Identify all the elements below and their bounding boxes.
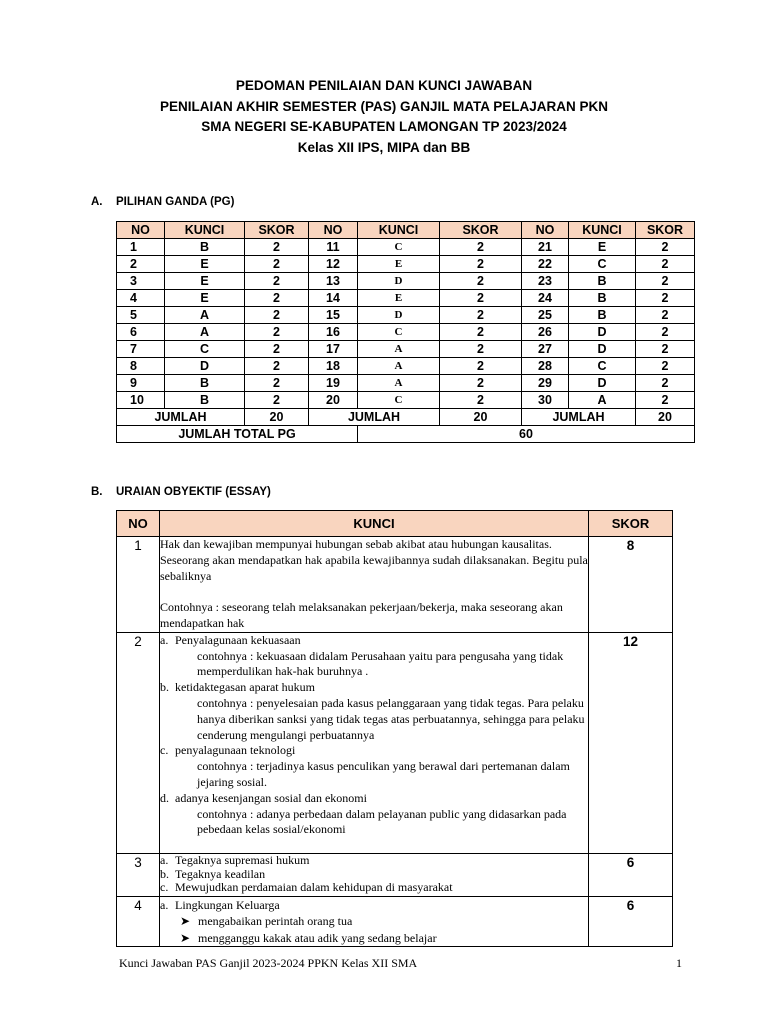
pg-key: E bbox=[358, 290, 440, 307]
pg-header-row bbox=[117, 222, 695, 239]
essay-answer-1 bbox=[160, 537, 589, 633]
answer-item-a: a. Tegaknya supremasi hukum bbox=[160, 852, 310, 867]
essay-answer-3 bbox=[160, 853, 589, 896]
answer-item-a-example: contohnya : kekuasaan didalam Perusahaan yaitu para pengusaha yang tidak memperdulikan hak-hak buruhnya . bbox=[197, 648, 564, 679]
pg-key: D bbox=[569, 324, 636, 341]
pg-score: 2 bbox=[245, 290, 309, 307]
pg-jumlah-row bbox=[117, 409, 695, 426]
answer-item-b-example: contohnya : penyelesaian pada kasus pelanggaraan yang tidak tegas. Para pelaku hanya diberikan sanksi yang tidak tegas atas perbuatannya, sehingga para pelaku cenderung mengulangi perbuatannya bbox=[197, 695, 585, 742]
pg-number: 12 bbox=[309, 256, 358, 273]
pg-number: 18 bbox=[309, 358, 358, 375]
pg-body bbox=[117, 239, 695, 409]
pg-number: 25 bbox=[522, 307, 569, 324]
footer-text: Kunci Jawaban PAS Ganjil 2023-2024 PPKN Kelas XII SMA bbox=[119, 956, 418, 970]
answer-item-b: b. Tegaknya keadilan bbox=[160, 866, 266, 881]
pg-score: 2 bbox=[440, 307, 522, 324]
pg-key: A bbox=[165, 307, 245, 324]
answer-item-c: c. penyalagunaan teknologi bbox=[160, 743, 296, 758]
pg-key: D bbox=[569, 341, 636, 358]
pg-key: D bbox=[358, 307, 440, 324]
pg-score: 2 bbox=[636, 273, 695, 290]
pg-number: 2 bbox=[117, 256, 165, 273]
essay-score: 6 bbox=[589, 853, 673, 896]
pg-number: 11 bbox=[309, 239, 358, 256]
answer-item-c-example: contohnya : terjadinya kasus penculikan yang berawal dari pertemanan dalam jejaring sosial. bbox=[197, 759, 570, 789]
title-line-3: SMA NEGERI SE-KABUPATEN LAMONGAN TP 2023/2024 bbox=[201, 119, 567, 134]
answer-bullet: ➤ mengabaikan perintah orang tua bbox=[180, 914, 353, 929]
pg-score: 2 bbox=[440, 273, 522, 290]
pg-score: 2 bbox=[636, 375, 695, 392]
essay-score: 8 bbox=[589, 537, 673, 633]
essay-number: 1 bbox=[117, 537, 160, 633]
pg-number: 22 bbox=[522, 256, 569, 273]
pg-header-cell: KUNCI bbox=[569, 222, 636, 239]
pg-score: 2 bbox=[245, 273, 309, 290]
essay-header-no: NO bbox=[117, 511, 160, 537]
pg-key: D bbox=[165, 358, 245, 375]
pg-number: 8 bbox=[117, 358, 165, 375]
answer-item-d: d. adanya kesenjangan sosial dan ekonomi bbox=[160, 790, 367, 805]
essay-score: 12 bbox=[589, 632, 673, 853]
pg-row bbox=[117, 392, 695, 409]
answer-item-b: b. ketidaktegasan aparat hukum bbox=[160, 680, 315, 695]
essay-answer-table bbox=[116, 510, 673, 947]
pg-key: C bbox=[569, 358, 636, 375]
pg-score: 2 bbox=[245, 324, 309, 341]
pg-number: 9 bbox=[117, 375, 165, 392]
pg-row bbox=[117, 375, 695, 392]
essay-row-2 bbox=[117, 632, 673, 853]
pg-total-label: JUMLAH TOTAL PG bbox=[117, 426, 358, 443]
pg-key: E bbox=[165, 290, 245, 307]
pg-row bbox=[117, 290, 695, 307]
pg-key: E bbox=[165, 256, 245, 273]
pg-header-cell: KUNCI bbox=[165, 222, 245, 239]
pg-score: 2 bbox=[245, 239, 309, 256]
pg-row bbox=[117, 358, 695, 375]
pg-score: 2 bbox=[245, 375, 309, 392]
essay-answer-2 bbox=[160, 632, 589, 853]
pg-key: C bbox=[358, 239, 440, 256]
pg-header-cell: KUNCI bbox=[358, 222, 440, 239]
pg-key: B bbox=[165, 239, 245, 256]
pg-number: 19 bbox=[309, 375, 358, 392]
pg-number: 4 bbox=[117, 290, 165, 307]
pg-number: 23 bbox=[522, 273, 569, 290]
pg-score: 2 bbox=[636, 307, 695, 324]
pg-key: B bbox=[569, 307, 636, 324]
pg-row bbox=[117, 307, 695, 324]
pg-jumlah-label: JUMLAH bbox=[117, 409, 245, 426]
answer-item-a: a. Penyalagunaan kekuasaan bbox=[160, 632, 301, 647]
pg-key: A bbox=[569, 392, 636, 409]
pg-number: 13 bbox=[309, 273, 358, 290]
pg-row bbox=[117, 341, 695, 358]
pg-key: A bbox=[358, 358, 440, 375]
pg-number: 6 bbox=[117, 324, 165, 341]
pg-key: A bbox=[165, 324, 245, 341]
pg-row bbox=[117, 256, 695, 273]
pg-number: 5 bbox=[117, 307, 165, 324]
essay-number: 2 bbox=[117, 632, 160, 853]
essay-header-row bbox=[117, 511, 673, 537]
pg-score: 2 bbox=[636, 341, 695, 358]
pg-score: 2 bbox=[440, 341, 522, 358]
pg-total-row bbox=[117, 426, 695, 443]
pg-header-cell: NO bbox=[309, 222, 358, 239]
pg-number: 16 bbox=[309, 324, 358, 341]
pg-number: 24 bbox=[522, 290, 569, 307]
essay-number: 3 bbox=[117, 853, 160, 896]
pg-row bbox=[117, 324, 695, 341]
pg-score: 2 bbox=[636, 324, 695, 341]
pg-score: 2 bbox=[440, 392, 522, 409]
pg-key: B bbox=[569, 290, 636, 307]
pg-header-cell: NO bbox=[522, 222, 569, 239]
pg-key: B bbox=[569, 273, 636, 290]
pg-score: 2 bbox=[636, 290, 695, 307]
pg-score: 2 bbox=[440, 290, 522, 307]
pg-key: B bbox=[165, 375, 245, 392]
pg-header-cell: SKOR bbox=[440, 222, 522, 239]
pg-score: 2 bbox=[245, 307, 309, 324]
title-line-2: PENILAIAN AKHIR SEMESTER (PAS) GANJIL MATA PELAJARAN PKN bbox=[159, 98, 609, 114]
pg-score: 2 bbox=[245, 256, 309, 273]
pg-header-cell: SKOR bbox=[636, 222, 695, 239]
section-a-letter: A. bbox=[91, 196, 103, 208]
pg-score: 2 bbox=[440, 239, 522, 256]
pg-header-cell: SKOR bbox=[245, 222, 309, 239]
pg-key: D bbox=[569, 375, 636, 392]
section-a-title: PILIHAN GANDA (PG) bbox=[116, 196, 235, 208]
pg-header-cell: NO bbox=[117, 222, 165, 239]
essay-answer-4 bbox=[160, 896, 589, 947]
pg-key: C bbox=[358, 392, 440, 409]
pg-number: 28 bbox=[522, 358, 569, 375]
pg-number: 1 bbox=[117, 239, 165, 256]
pg-key: E bbox=[358, 256, 440, 273]
answer-item-a: a. Lingkungan Keluarga bbox=[160, 897, 280, 912]
essay-header-skor: SKOR bbox=[589, 511, 673, 537]
pg-jumlah-label: JUMLAH bbox=[522, 409, 636, 426]
essay-header-kunci: KUNCI bbox=[160, 511, 589, 537]
pg-score: 2 bbox=[245, 358, 309, 375]
pg-score: 2 bbox=[636, 256, 695, 273]
pg-key: C bbox=[358, 324, 440, 341]
page-footer bbox=[119, 956, 682, 971]
essay-row-4 bbox=[117, 896, 673, 947]
pg-number: 30 bbox=[522, 392, 569, 409]
pg-total-value: 60 bbox=[358, 426, 695, 443]
pg-key: A bbox=[358, 341, 440, 358]
pg-number: 10 bbox=[117, 392, 165, 409]
answer-item-d-example: contohnya : adanya perbedaan dalam pelayanan public yang didasarkan pada pebedaan kelas sosial/ekonomi bbox=[197, 806, 567, 837]
section-b-letter: B. bbox=[91, 486, 103, 498]
essay-row-1 bbox=[117, 537, 673, 633]
document-title-block bbox=[0, 76, 768, 158]
pg-key: D bbox=[358, 273, 440, 290]
pg-row bbox=[117, 239, 695, 256]
pg-number: 20 bbox=[309, 392, 358, 409]
pg-jumlah-label: JUMLAH bbox=[309, 409, 440, 426]
arrow-bullet-icon: ➤ bbox=[180, 914, 191, 929]
pg-key: E bbox=[165, 273, 245, 290]
answer-item-c: c. Mewujudkan perdamaian dalam kehidupan di masyarakat bbox=[160, 880, 453, 895]
answer-text: Hak dan kewajiban mempunyai hubungan sebab akibat atau hubungan kausalitas. Seseorang akan mendapatkan hak apabila kewajibannya sudah dilaksanakan. Begitu pula sebaliknya bbox=[160, 537, 588, 583]
pg-score: 2 bbox=[440, 256, 522, 273]
title-line-4: Kelas XII IPS, MIPA dan BB bbox=[297, 139, 471, 155]
pg-score: 2 bbox=[245, 392, 309, 409]
title-line-1: PEDOMAN PENILAIAN DAN KUNCI JAWABAN bbox=[235, 78, 533, 93]
pg-number: 27 bbox=[522, 341, 569, 358]
pg-key: A bbox=[358, 375, 440, 392]
pg-number: 7 bbox=[117, 341, 165, 358]
pg-number: 17 bbox=[309, 341, 358, 358]
pg-score: 2 bbox=[245, 341, 309, 358]
essay-number: 4 bbox=[117, 896, 160, 947]
pg-jumlah-value: 20 bbox=[245, 409, 309, 426]
arrow-bullet-icon: ➤ bbox=[180, 930, 191, 945]
pg-score: 2 bbox=[440, 358, 522, 375]
pg-jumlah-value: 20 bbox=[636, 409, 695, 426]
pg-number: 21 bbox=[522, 239, 569, 256]
pg-key: C bbox=[165, 341, 245, 358]
answer-example: Contohnya : seseorang telah melaksanakan pekerjaan/bekerja, maka seseorang akan mendapatkan hak bbox=[160, 600, 563, 630]
pg-jumlah-value: 20 bbox=[440, 409, 522, 426]
pg-key: E bbox=[569, 239, 636, 256]
pg-key: C bbox=[569, 256, 636, 273]
answer-bullet: ➤ mengganggu kakak atau adik yang sedang belajar bbox=[180, 930, 437, 945]
pg-number: 29 bbox=[522, 375, 569, 392]
page-number: 1 bbox=[676, 956, 682, 970]
essay-score: 6 bbox=[589, 896, 673, 947]
pg-number: 15 bbox=[309, 307, 358, 324]
pg-score: 2 bbox=[636, 392, 695, 409]
pg-number: 14 bbox=[309, 290, 358, 307]
pg-key: B bbox=[165, 392, 245, 409]
pg-score: 2 bbox=[440, 375, 522, 392]
section-b-title: URAIAN OBYEKTIF (ESSAY) bbox=[116, 486, 271, 498]
pg-row bbox=[117, 273, 695, 290]
pg-number: 3 bbox=[117, 273, 165, 290]
pg-score: 2 bbox=[440, 324, 522, 341]
essay-row-3 bbox=[117, 853, 673, 896]
pg-score: 2 bbox=[636, 239, 695, 256]
pg-number: 26 bbox=[522, 324, 569, 341]
pg-score: 2 bbox=[636, 358, 695, 375]
multiple-choice-answer-table bbox=[116, 221, 695, 443]
